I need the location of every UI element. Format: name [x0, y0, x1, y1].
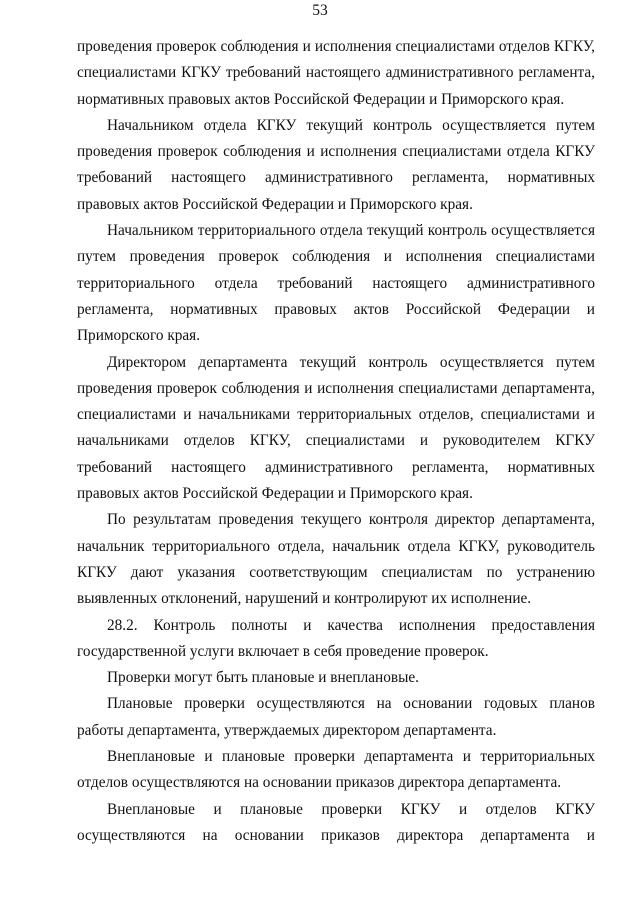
paragraph-inspection-types: Проверки могут быть плановые и внеплановые. [107, 669, 419, 687]
paragraph-planned-inspections: Плановые проверки осуществляются на основании годовых планов работы департамента, утверждаемых директором департамента. [77, 695, 595, 739]
paragraph-section-28-2: 28.2. Контроль полноты и качества исполнения предоставления государственной услуги включает в себя проведение проверок. [77, 616, 595, 660]
paragraph-department-director: Директором департамента текущий контроль осуществляется путем проведения проверок соблюдения и исполнения специалистами департамента, специалистами и начальниками территориальных отделов, специалистами и начальниками отделов КГКУ, специалистами и руководителем КГКУ требований настоящего административного регламента, нормативных правовых актов Российской Федерации и Приморского края. [77, 353, 595, 503]
paragraph-unplanned-kgku: Внеплановые и плановые проверки КГКУ и отделов КГКУ осуществляются на основании приказов директора департамента и [77, 800, 595, 844]
paragraph-territorial-department-head: Начальником территориального отдела текущий контроль осуществляется путем проведения проверок соблюдения и исполнения специалистами территориального отдела требований настоящего административного регламента, нормативных правовых актов Российской Федерации и Приморского края. [77, 222, 595, 345]
paragraph-kgku-department-head: Начальником отдела КГКУ текущий контроль осуществляется путем проведения проверок соблюдения и исполнения специалистами отдела КГКУ требований настоящего административного регламента, нормативных правовых актов Российской Федерации и Приморского края. [77, 116, 595, 213]
body-text [77, 34, 595, 849]
page-number: 53 [312, 2, 328, 19]
paragraph-continuation: проведения проверок соблюдения и исполнения специалистами отделов КГКУ, специалистами КГКУ требований настоящего административного регламента, нормативных правовых актов Российской Федерации и Приморского края. [77, 38, 595, 108]
paragraph-control-results: По результатам проведения текущего контроля директор департамента, начальник территориального отдела, начальник отдела КГКУ, руководитель КГКУ дают указания соответствующим специалистам по устранению выявленных отклонений, нарушений и контролируют их исполнение. [77, 511, 595, 608]
paragraph-unplanned-department: Внеплановые и плановые проверки департамента и территориальных отделов осуществляются на основании приказов директора департамента. [77, 748, 595, 792]
